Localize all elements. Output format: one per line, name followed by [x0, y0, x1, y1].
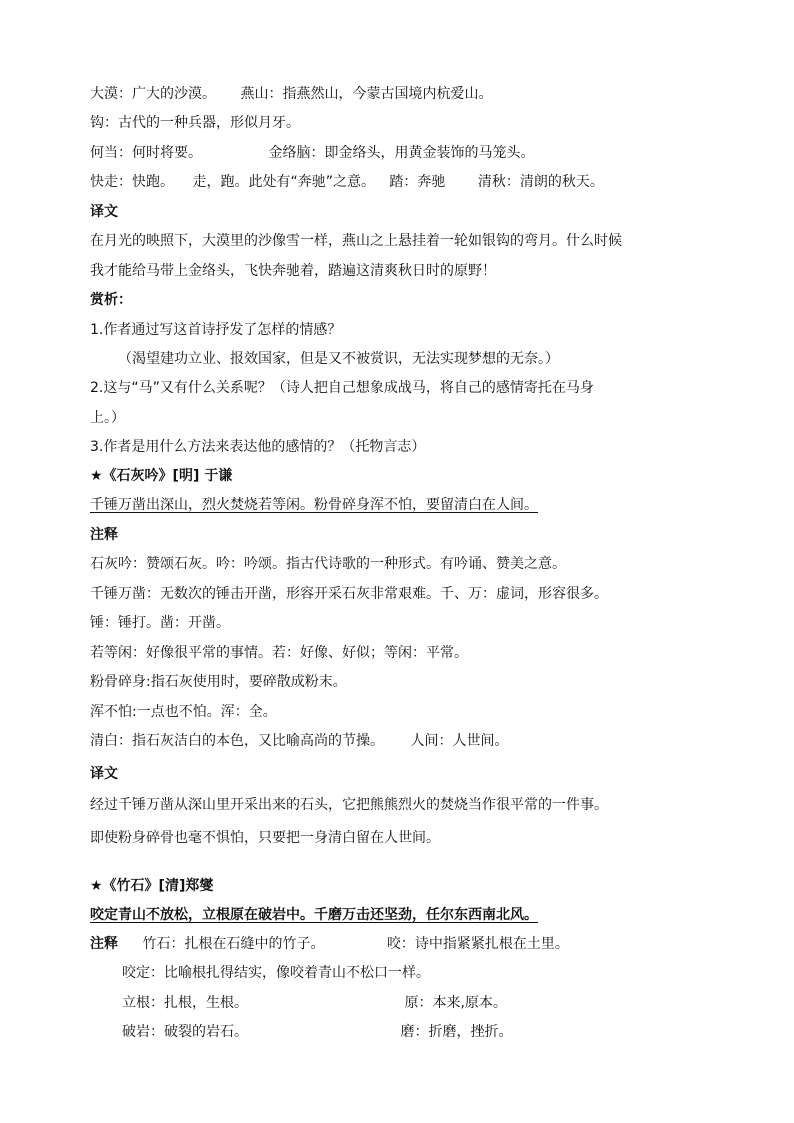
note-line-3 [90, 143, 534, 163]
question-2-line-2: 上。） [90, 410, 125, 426]
note-hunbupa: 浑不怕:一点也不怕。浑：全。 [90, 704, 277, 720]
poem-text-zhushi: 咬定青山不放松，立根原在破岩中。千磨万击还坚劲，任尔东西南北风。 [90, 907, 538, 923]
translation-line-1: 在月光的映照下，大漠里的沙像雪一样，燕山之上悬挂着一轮如银钩的弯月。什么时候 [90, 233, 622, 249]
note-shihuiyin: 石灰吟：赞颂石灰。吟：吟颂。指古代诗歌的一种形式。有吟诵、赞美之意。 [90, 556, 566, 572]
note-kuaizou: 快走：快跑。 [90, 174, 174, 190]
note-qingqiu: 清秋：清朗的秋天。 [477, 174, 604, 190]
translation-line-2: 我才能给马带上金络头，飞快奔驰着，踏遍这清爽秋日时的原野！ [90, 263, 496, 279]
note-ta: 踏：奔驰 [389, 174, 446, 190]
note-ruodengxian: 若等闲：好像很平常的事情。若：好像、好似；等闲：平常。 [90, 645, 468, 661]
note-line-ligen [122, 993, 507, 1013]
note-mo: 磨：折磨，挫折。 [400, 1024, 513, 1040]
note-zou: 走，跑。此处有“奔驰”之意。 [192, 174, 375, 190]
translation-heading-shihuiyin: 译文 [90, 766, 118, 782]
note-line-1 [90, 84, 492, 104]
appreciation-heading: 赏析： [90, 292, 132, 308]
note-yao: 咬：诗中指紧紧扎根在土里。 [386, 936, 569, 952]
note-fengusuishen: 粉骨碎身:指石灰使用时，要碎散成粉末。 [90, 674, 347, 690]
note-line-zhushi-1 [90, 934, 569, 954]
note-damo: 大漠：广大的沙漠。 [90, 86, 216, 102]
question-3: 3.作者是用什么方法来表达他的感情的？（托物言志） [90, 439, 426, 455]
note-yaoding: 咬定：比喻根扎得结实，像咬着青山不松口一样。 [122, 965, 430, 981]
translation-heading: 译文 [90, 204, 118, 220]
note-yuan: 原：本来,原本。 [404, 995, 507, 1011]
note-qingbai: 清白：指石灰洁白的本色，又比喻高尚的节操。 [90, 733, 384, 749]
note-line-4 [90, 172, 604, 192]
note-poyan: 破岩：破裂的岩石。 [122, 1024, 248, 1040]
answer-1: （渴望建功立业、报效国家，但是又不被赏识，无法实现梦想的无奈。） [118, 351, 559, 367]
poem-title-shihuiyin: ★《石灰吟》[明] 于谦 [90, 468, 233, 484]
note-renjian: 人间：人世间。 [410, 733, 509, 749]
note-chui: 锤：锤打。凿：开凿。 [90, 615, 230, 631]
translation-shihuiyin-line-2: 即使粉身碎骨也毫不惧怕，只要把一身清白留在人世间。 [90, 830, 440, 846]
note-gou: 钩：古代的一种兵器，形似月牙。 [90, 115, 300, 131]
question-1: 1.作者通过写这首诗抒发了怎样的情感？ [90, 322, 342, 338]
poem-text-shihuiyin: 千锤万凿出深山，烈火焚烧若等闲。粉骨碎身浑不怕，要留清白在人间。 [90, 497, 538, 513]
question-2-line-1: 2.这与“马”又有什么关系呢？（诗人把自己想象成战马，将自己的感情寄托在马身 [90, 380, 594, 396]
notes-heading-shihuiyin: 注释 [90, 527, 118, 543]
note-line-qingbai [90, 731, 508, 751]
note-qianchui: 千锤万凿：无数次的锤击开凿，形容开采石灰非常艰难。千、万：虚词，形容很多。 [90, 586, 608, 602]
note-jinluonao: 金络脑：即金络头，用黄金装饰的马笼头。 [268, 145, 535, 161]
note-yanshan: 燕山：指燕然山，今蒙古国境内杭爱山。 [240, 86, 493, 102]
notes-heading-zhushi: 注释 [90, 936, 118, 952]
note-zhushi: 竹石：扎根在石缝中的竹子。 [142, 936, 325, 952]
note-line-poyan [122, 1022, 512, 1042]
translation-shihuiyin-line-1: 经过千锤万凿从深山里开采出来的石头，它把熊熊烈火的焚烧当作很平常的一件事。 [90, 797, 608, 813]
poem-title-zhushi: ★《竹石》[清]郑燮 [90, 878, 214, 894]
note-hedang: 何当：何时将要。 [90, 145, 202, 161]
note-ligen: 立根：扎根，生根。 [122, 995, 248, 1011]
